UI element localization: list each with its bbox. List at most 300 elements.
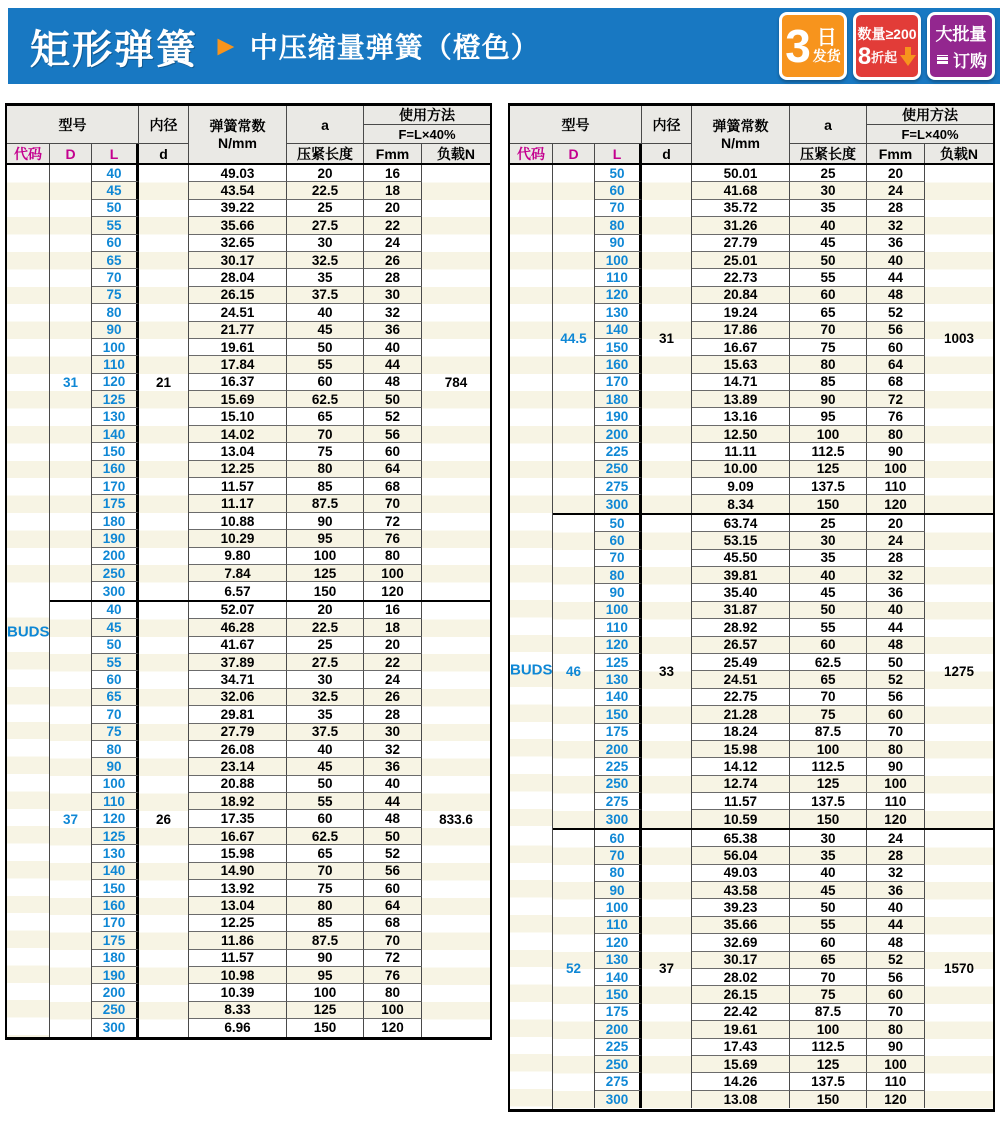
spring-rate-cell: 21.77 bbox=[189, 322, 287, 339]
spring-rate-cell: 10.39 bbox=[189, 984, 287, 1001]
col-header-code: 代码 bbox=[510, 144, 553, 163]
length-cell: 125 bbox=[595, 654, 642, 671]
spring-rate-cell: 12.50 bbox=[692, 426, 790, 443]
fmm-cell: 80 bbox=[867, 1021, 925, 1038]
compress-length-cell: 112.5 bbox=[790, 443, 867, 460]
fmm-cell: 24 bbox=[867, 182, 925, 199]
length-cell: 120 bbox=[595, 637, 642, 654]
length-cell: 110 bbox=[595, 269, 642, 286]
spring-rate-cell: 10.59 bbox=[692, 810, 790, 827]
spring-rate-cell: 37.89 bbox=[189, 654, 287, 671]
fmm-cell: 110 bbox=[867, 478, 925, 495]
fmm-cell: 16 bbox=[364, 165, 422, 182]
compress-length-cell: 90 bbox=[287, 950, 364, 967]
inner-dia-cell: 33 bbox=[642, 515, 692, 828]
fmm-cell: 18 bbox=[364, 182, 422, 199]
length-cell: 80 bbox=[595, 217, 642, 234]
compress-length-cell: 87.5 bbox=[287, 932, 364, 949]
code-column-stripe bbox=[510, 165, 552, 513]
compress-length-cell: 32.5 bbox=[287, 689, 364, 706]
col-header-inner-dia: 内径 bbox=[139, 106, 189, 144]
fmm-cell: 44 bbox=[364, 793, 422, 810]
fmm-cell: 22 bbox=[364, 217, 422, 234]
spring-rate-cell: 14.90 bbox=[189, 863, 287, 880]
compress-length-cell: 150 bbox=[790, 495, 867, 512]
length-cell: 70 bbox=[92, 269, 139, 286]
compress-length-cell: 90 bbox=[790, 391, 867, 408]
compress-length-cell: 40 bbox=[287, 741, 364, 758]
compress-length-cell: 60 bbox=[287, 810, 364, 827]
length-cell: 180 bbox=[92, 513, 139, 530]
fmm-cell: 48 bbox=[867, 934, 925, 951]
outer-dia-cell: 44.5 bbox=[553, 165, 595, 513]
length-cell: 110 bbox=[92, 793, 139, 810]
fmm-cell: 48 bbox=[364, 374, 422, 391]
length-cell: 140 bbox=[595, 322, 642, 339]
fmm-cell: 40 bbox=[867, 252, 925, 269]
fmm-cell: 70 bbox=[364, 932, 422, 949]
fmm-cell: 48 bbox=[867, 287, 925, 304]
length-cell: 100 bbox=[595, 602, 642, 619]
fmm-cell: 120 bbox=[867, 495, 925, 512]
col-header-fmm: Fmm bbox=[364, 144, 422, 163]
compress-length-cell: 125 bbox=[790, 461, 867, 478]
load-cell: 1570 bbox=[925, 830, 993, 1108]
fmm-cell: 36 bbox=[867, 235, 925, 252]
compress-length-cell: 112.5 bbox=[790, 1039, 867, 1056]
col-header-spring-rate bbox=[692, 106, 790, 163]
fmm-cell: 60 bbox=[364, 443, 422, 460]
inner-dia-cell: 31 bbox=[642, 165, 692, 513]
spec-group bbox=[553, 513, 993, 828]
col-header-inner-dia: 内径 bbox=[642, 106, 692, 144]
compress-length-cell: 32.5 bbox=[287, 252, 364, 269]
spring-rate-cell: 10.00 bbox=[692, 461, 790, 478]
length-cell: 160 bbox=[92, 461, 139, 478]
fmm-cell: 28 bbox=[364, 706, 422, 723]
length-cell: 180 bbox=[595, 391, 642, 408]
compress-length-cell: 40 bbox=[790, 567, 867, 584]
fmm-cell: 60 bbox=[867, 986, 925, 1003]
length-cell: 80 bbox=[92, 741, 139, 758]
fmm-cell: 18 bbox=[364, 619, 422, 636]
compress-length-cell: 30 bbox=[287, 671, 364, 688]
fmm-cell: 100 bbox=[867, 776, 925, 793]
length-cell: 200 bbox=[92, 984, 139, 1001]
fmm-cell: 80 bbox=[867, 426, 925, 443]
spring-rate-cell: 14.02 bbox=[189, 426, 287, 443]
fmm-cell: 68 bbox=[364, 478, 422, 495]
compress-length-cell: 125 bbox=[790, 776, 867, 793]
col-header-a: a bbox=[790, 106, 867, 144]
fmm-cell: 56 bbox=[867, 689, 925, 706]
outer-dia-cell: 37 bbox=[50, 602, 92, 1037]
length-cell: 50 bbox=[595, 515, 642, 532]
spring-rate-cell: 41.68 bbox=[692, 182, 790, 199]
compress-length-cell: 25 bbox=[790, 165, 867, 182]
fmm-cell: 36 bbox=[364, 322, 422, 339]
fmm-cell: 90 bbox=[867, 1039, 925, 1056]
spring-rate-cell: 31.87 bbox=[692, 602, 790, 619]
spring-rate-cell: 28.02 bbox=[692, 969, 790, 986]
length-cell: 80 bbox=[595, 567, 642, 584]
spring-rate-cell: 7.84 bbox=[189, 565, 287, 582]
order-form-icon bbox=[935, 53, 950, 67]
fmm-cell: 120 bbox=[867, 810, 925, 827]
spring-rate-cell: 19.24 bbox=[692, 304, 790, 321]
length-cell: 120 bbox=[92, 374, 139, 391]
compress-length-cell: 95 bbox=[287, 967, 364, 984]
spring-rate-cell: 20.84 bbox=[692, 287, 790, 304]
spec-group bbox=[553, 828, 993, 1108]
spring-rate-cell: 9.09 bbox=[692, 478, 790, 495]
spring-rate-cell: 15.98 bbox=[189, 845, 287, 862]
compress-length-cell: 100 bbox=[287, 548, 364, 565]
compress-length-cell: 45 bbox=[790, 882, 867, 899]
length-cell: 175 bbox=[92, 495, 139, 512]
compress-length-cell: 125 bbox=[287, 1002, 364, 1019]
spring-rate-cell: 14.26 bbox=[692, 1073, 790, 1090]
col-header-model: 型号 bbox=[7, 106, 139, 144]
col-header-spring-rate bbox=[189, 106, 287, 163]
fmm-cell: 70 bbox=[364, 495, 422, 512]
length-cell: 300 bbox=[92, 582, 139, 599]
fmm-cell: 32 bbox=[867, 217, 925, 234]
compress-length-cell: 60 bbox=[790, 287, 867, 304]
compress-length-cell: 62.5 bbox=[790, 654, 867, 671]
spring-rate-cell: 17.86 bbox=[692, 322, 790, 339]
length-cell: 70 bbox=[595, 200, 642, 217]
length-cell: 225 bbox=[595, 443, 642, 460]
length-cell: 65 bbox=[92, 689, 139, 706]
length-cell: 250 bbox=[92, 1002, 139, 1019]
fmm-cell: 50 bbox=[364, 391, 422, 408]
fmm-cell: 120 bbox=[867, 1091, 925, 1108]
spring-rate-cell: 35.66 bbox=[692, 917, 790, 934]
fmm-cell: 44 bbox=[364, 356, 422, 373]
length-cell: 110 bbox=[92, 356, 139, 373]
spring-rate-cell: 15.63 bbox=[692, 356, 790, 373]
length-cell: 75 bbox=[92, 287, 139, 304]
spring-rate-cell: 13.89 bbox=[692, 391, 790, 408]
col-header-press-length: 压紧长度 bbox=[287, 144, 364, 163]
compress-length-cell: 100 bbox=[790, 741, 867, 758]
length-cell: 200 bbox=[92, 548, 139, 565]
spec-table-left bbox=[5, 103, 492, 1040]
length-cell: 140 bbox=[595, 689, 642, 706]
badge-3day-number: 3 bbox=[785, 20, 811, 72]
length-cell: 60 bbox=[92, 235, 139, 252]
compress-length-cell: 85 bbox=[287, 478, 364, 495]
col-header-L: L bbox=[92, 144, 139, 163]
spring-rate-cell: 25.01 bbox=[692, 252, 790, 269]
spring-rate-cell: 13.08 bbox=[692, 1091, 790, 1108]
load-cell: 784 bbox=[422, 165, 490, 600]
length-cell: 50 bbox=[92, 200, 139, 217]
col-header-d: d bbox=[139, 144, 189, 163]
spring-rate-cell: 32.06 bbox=[189, 689, 287, 706]
col-header-fmm: Fmm bbox=[867, 144, 925, 163]
compress-length-cell: 60 bbox=[790, 637, 867, 654]
length-cell: 100 bbox=[595, 899, 642, 916]
length-cell: 120 bbox=[92, 810, 139, 827]
fmm-cell: 100 bbox=[364, 1002, 422, 1019]
compress-length-cell: 50 bbox=[790, 899, 867, 916]
compress-length-cell: 35 bbox=[790, 847, 867, 864]
spring-rate-cell: 22.75 bbox=[692, 689, 790, 706]
length-cell: 150 bbox=[595, 706, 642, 723]
length-cell: 170 bbox=[92, 478, 139, 495]
fmm-cell: 110 bbox=[867, 793, 925, 810]
fmm-cell: 72 bbox=[364, 513, 422, 530]
compress-length-cell: 55 bbox=[790, 269, 867, 286]
length-cell: 170 bbox=[92, 915, 139, 932]
spring-rate-cell: 34.71 bbox=[189, 671, 287, 688]
spring-rate-cell: 26.15 bbox=[692, 986, 790, 1003]
col-header-a: a bbox=[287, 106, 364, 144]
fmm-cell: 120 bbox=[364, 582, 422, 599]
length-cell: 40 bbox=[92, 602, 139, 619]
fmm-cell: 52 bbox=[867, 671, 925, 688]
compress-length-cell: 50 bbox=[790, 252, 867, 269]
compress-length-cell: 112.5 bbox=[790, 758, 867, 775]
fmm-cell: 24 bbox=[867, 532, 925, 549]
spring-rate-cell: 23.14 bbox=[189, 758, 287, 775]
fmm-cell: 64 bbox=[364, 461, 422, 478]
fmm-cell: 76 bbox=[364, 530, 422, 547]
length-cell: 75 bbox=[92, 724, 139, 741]
spring-rate-cell: 43.58 bbox=[692, 882, 790, 899]
spring-rate-cell: 56.04 bbox=[692, 847, 790, 864]
spring-rate-cell: 27.79 bbox=[189, 724, 287, 741]
length-cell: 100 bbox=[92, 776, 139, 793]
col-header-code: 代码 bbox=[7, 144, 50, 163]
fmm-cell: 64 bbox=[867, 356, 925, 373]
compress-length-cell: 37.5 bbox=[287, 724, 364, 741]
compress-length-cell: 30 bbox=[790, 532, 867, 549]
page-subtitle: 中压缩量弹簧（橙色） bbox=[249, 32, 540, 63]
compress-length-cell: 95 bbox=[790, 408, 867, 425]
fmm-cell: 68 bbox=[867, 374, 925, 391]
spring-rate-cell: 52.07 bbox=[189, 602, 287, 619]
spring-rate-cell: 24.51 bbox=[189, 304, 287, 321]
compress-length-cell: 125 bbox=[287, 565, 364, 582]
compress-length-cell: 87.5 bbox=[287, 495, 364, 512]
length-cell: 200 bbox=[595, 1021, 642, 1038]
length-cell: 175 bbox=[595, 1004, 642, 1021]
spring-rate-cell: 53.15 bbox=[692, 532, 790, 549]
compress-length-cell: 85 bbox=[287, 915, 364, 932]
outer-dia-cell: 46 bbox=[553, 515, 595, 828]
fmm-cell: 28 bbox=[867, 847, 925, 864]
fmm-cell: 72 bbox=[867, 391, 925, 408]
fmm-cell: 50 bbox=[364, 828, 422, 845]
compress-length-cell: 87.5 bbox=[790, 724, 867, 741]
fmm-cell: 60 bbox=[867, 706, 925, 723]
compress-length-cell: 20 bbox=[287, 165, 364, 182]
col-header-L: L bbox=[595, 144, 642, 163]
fmm-cell: 56 bbox=[867, 322, 925, 339]
fmm-cell: 100 bbox=[867, 1056, 925, 1073]
badge-3day-shipping bbox=[779, 12, 847, 80]
compress-length-cell: 87.5 bbox=[790, 1004, 867, 1021]
compress-length-cell: 50 bbox=[790, 602, 867, 619]
compress-length-cell: 65 bbox=[790, 304, 867, 321]
spring-rate-cell: 15.69 bbox=[189, 391, 287, 408]
compress-length-cell: 125 bbox=[790, 1056, 867, 1073]
fmm-cell: 24 bbox=[364, 671, 422, 688]
spring-rate-cell: 50.01 bbox=[692, 165, 790, 182]
spring-rate-cell: 6.96 bbox=[189, 1019, 287, 1036]
spring-rate-unit: N/mm bbox=[218, 134, 257, 151]
length-cell: 250 bbox=[92, 565, 139, 582]
fmm-cell: 32 bbox=[364, 741, 422, 758]
length-cell: 190 bbox=[92, 530, 139, 547]
length-cell: 200 bbox=[595, 741, 642, 758]
length-cell: 60 bbox=[92, 671, 139, 688]
length-cell: 80 bbox=[595, 865, 642, 882]
length-cell: 160 bbox=[595, 356, 642, 373]
length-cell: 70 bbox=[595, 550, 642, 567]
compress-length-cell: 45 bbox=[287, 758, 364, 775]
table-header bbox=[510, 106, 993, 165]
compress-length-cell: 40 bbox=[287, 304, 364, 321]
compress-length-cell: 75 bbox=[287, 880, 364, 897]
length-cell: 300 bbox=[595, 1091, 642, 1108]
table-groups bbox=[553, 165, 993, 1109]
fmm-cell: 40 bbox=[364, 776, 422, 793]
code-column-stripe bbox=[510, 828, 552, 1108]
spring-rate-cell: 11.17 bbox=[189, 495, 287, 512]
length-cell: 125 bbox=[92, 391, 139, 408]
badge-3day-ship: 发货 bbox=[812, 48, 841, 65]
length-cell: 50 bbox=[595, 165, 642, 182]
spring-rate-cell: 9.80 bbox=[189, 548, 287, 565]
fmm-cell: 22 bbox=[364, 654, 422, 671]
col-header-load: 负载N bbox=[939, 145, 979, 162]
compress-length-cell: 80 bbox=[790, 356, 867, 373]
spring-rate-cell: 14.12 bbox=[692, 758, 790, 775]
fmm-cell: 26 bbox=[364, 252, 422, 269]
length-cell: 200 bbox=[595, 426, 642, 443]
length-cell: 150 bbox=[595, 339, 642, 356]
page-title: 矩形弹簧 bbox=[30, 27, 198, 72]
length-cell: 70 bbox=[595, 847, 642, 864]
compress-length-cell: 30 bbox=[790, 830, 867, 847]
length-cell: 90 bbox=[595, 584, 642, 601]
length-cell: 300 bbox=[92, 1019, 139, 1036]
length-cell: 190 bbox=[92, 967, 139, 984]
fmm-cell: 40 bbox=[364, 339, 422, 356]
arrow-right-icon: ► bbox=[212, 30, 240, 61]
fmm-cell: 44 bbox=[867, 917, 925, 934]
fmm-cell: 40 bbox=[867, 602, 925, 619]
spring-rate-cell: 26.08 bbox=[189, 741, 287, 758]
spring-rate-cell: 11.57 bbox=[189, 950, 287, 967]
compress-length-cell: 75 bbox=[287, 443, 364, 460]
compress-length-cell: 22.5 bbox=[287, 182, 364, 199]
spring-rate-cell: 45.50 bbox=[692, 550, 790, 567]
spring-rate-cell: 12.74 bbox=[692, 776, 790, 793]
fmm-cell: 24 bbox=[867, 830, 925, 847]
length-cell: 55 bbox=[92, 217, 139, 234]
fmm-cell: 60 bbox=[867, 339, 925, 356]
col-header-model: 型号 bbox=[510, 106, 642, 144]
spring-rate-cell: 43.54 bbox=[189, 182, 287, 199]
spring-rate-cell: 22.73 bbox=[692, 269, 790, 286]
length-cell: 250 bbox=[595, 461, 642, 478]
fmm-cell: 48 bbox=[867, 637, 925, 654]
length-cell: 45 bbox=[92, 182, 139, 199]
promo-badges bbox=[779, 12, 995, 80]
fmm-cell: 56 bbox=[364, 426, 422, 443]
fmm-cell: 20 bbox=[364, 200, 422, 217]
compress-length-cell: 27.5 bbox=[287, 217, 364, 234]
spring-rate-cell: 17.43 bbox=[692, 1039, 790, 1056]
fmm-cell: 100 bbox=[364, 565, 422, 582]
fmm-cell: 52 bbox=[364, 408, 422, 425]
compress-length-cell: 70 bbox=[287, 426, 364, 443]
spring-rate-cell: 16.67 bbox=[189, 828, 287, 845]
spec-group bbox=[50, 165, 490, 600]
length-cell: 90 bbox=[595, 882, 642, 899]
length-cell: 300 bbox=[595, 495, 642, 512]
compress-length-cell: 40 bbox=[790, 865, 867, 882]
length-cell: 140 bbox=[92, 863, 139, 880]
length-cell: 40 bbox=[92, 165, 139, 182]
col-header-formula: F=L×40% bbox=[364, 125, 490, 144]
fmm-cell: 24 bbox=[364, 235, 422, 252]
fmm-cell: 90 bbox=[867, 443, 925, 460]
spring-rate-cell: 19.61 bbox=[692, 1021, 790, 1038]
compress-length-cell: 55 bbox=[790, 917, 867, 934]
length-cell: 250 bbox=[595, 1056, 642, 1073]
spring-rate-cell: 17.35 bbox=[189, 810, 287, 827]
code-column bbox=[510, 165, 553, 1109]
compress-length-cell: 45 bbox=[790, 235, 867, 252]
compress-length-cell: 35 bbox=[287, 269, 364, 286]
compress-length-cell: 150 bbox=[790, 1091, 867, 1108]
spring-rate-cell: 15.10 bbox=[189, 408, 287, 425]
fmm-cell: 32 bbox=[867, 567, 925, 584]
compress-length-cell: 22.5 bbox=[287, 619, 364, 636]
fmm-cell: 56 bbox=[364, 863, 422, 880]
badge-quantity-discount bbox=[853, 12, 921, 80]
length-cell: 160 bbox=[92, 897, 139, 914]
spring-rate-cell: 8.34 bbox=[692, 495, 790, 512]
fmm-cell: 68 bbox=[364, 915, 422, 932]
spring-rate-cell: 32.65 bbox=[189, 235, 287, 252]
spring-rate-cell: 27.79 bbox=[692, 235, 790, 252]
badge-order-text: 订购 bbox=[953, 52, 987, 71]
compress-length-cell: 35 bbox=[790, 550, 867, 567]
spring-rate-cell: 13.92 bbox=[189, 880, 287, 897]
spring-rate-cell: 11.57 bbox=[692, 793, 790, 810]
spring-rate-cell: 20.88 bbox=[189, 776, 287, 793]
fmm-cell: 110 bbox=[867, 1073, 925, 1090]
fmm-cell: 52 bbox=[867, 952, 925, 969]
code-value: BUDS bbox=[510, 661, 553, 679]
length-cell: 300 bbox=[595, 810, 642, 827]
spring-rate-cell: 26.15 bbox=[189, 287, 287, 304]
length-cell: 225 bbox=[595, 758, 642, 775]
length-cell: 90 bbox=[92, 322, 139, 339]
code-value: BUDS bbox=[7, 623, 50, 641]
compress-length-cell: 25 bbox=[287, 637, 364, 654]
table-header bbox=[7, 106, 490, 165]
length-cell: 80 bbox=[92, 304, 139, 321]
compress-length-cell: 65 bbox=[287, 408, 364, 425]
